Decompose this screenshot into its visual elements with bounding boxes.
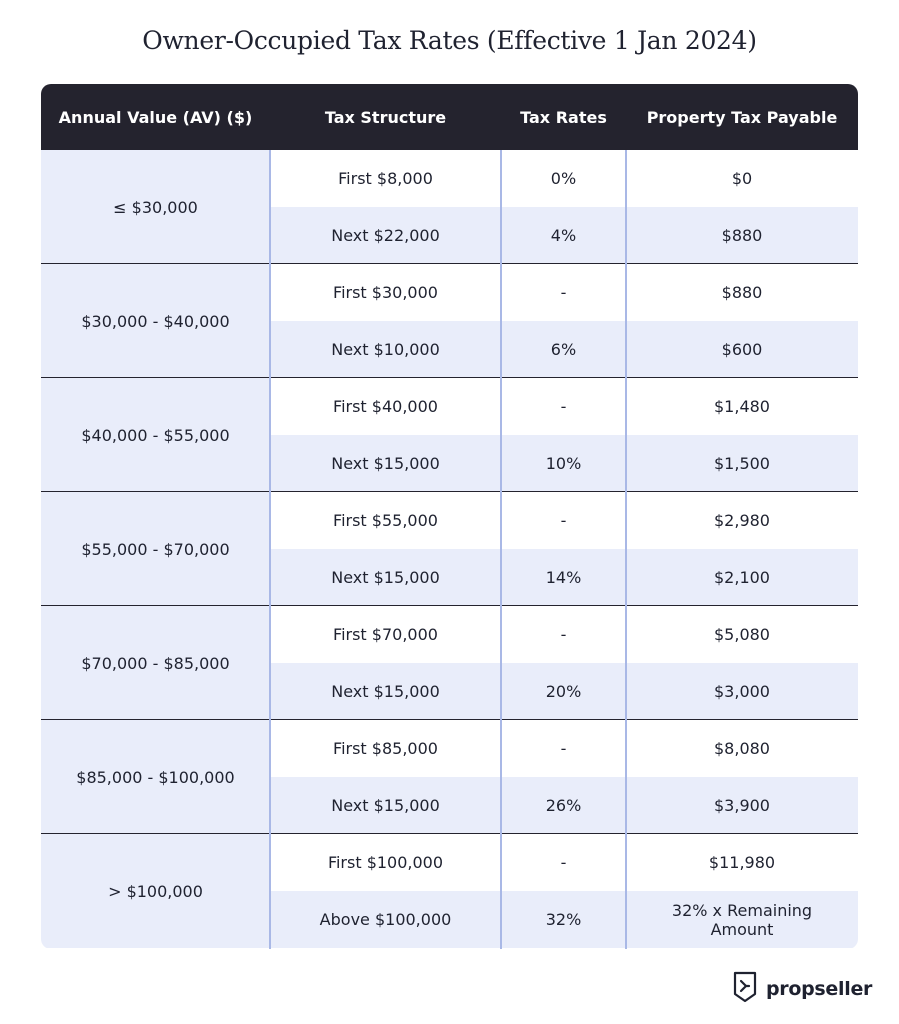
tax-structure-cell: First $70,000	[333, 625, 438, 644]
table-row	[270, 492, 858, 549]
tax-rate-cell: -	[560, 511, 567, 530]
table-group	[41, 492, 858, 606]
tax-rate-cell: 14%	[545, 568, 582, 587]
tax-structure-cell: First $55,000	[333, 511, 438, 530]
column-header-property-tax-payable: Property Tax Payable	[646, 107, 838, 127]
tax-rate-cell: 4%	[550, 226, 577, 245]
tax-structure-cell: First $100,000	[327, 853, 444, 872]
table-row	[270, 321, 858, 378]
propseller-logo-icon	[732, 971, 758, 1007]
table-row	[270, 435, 858, 492]
table-row	[270, 207, 858, 264]
tax-structure-cell: Next $15,000	[331, 682, 440, 701]
tax-rate-cell: -	[560, 739, 567, 758]
annual-value-range: $40,000 - $55,000	[41, 378, 270, 492]
table-row	[270, 891, 858, 948]
property-tax-payable-cell: $3,000	[714, 682, 770, 701]
annual-value-range: $70,000 - $85,000	[41, 606, 270, 720]
property-tax-payable-cell: $3,900	[714, 796, 770, 815]
table-group	[41, 378, 858, 492]
property-tax-payable-cell: $0	[731, 169, 753, 188]
table-row	[270, 264, 858, 321]
tax-structure-cell: Next $15,000	[331, 568, 440, 587]
table-group	[41, 834, 858, 948]
property-tax-payable-cell: $1,500	[714, 454, 770, 473]
tax-structure-cell: First $30,000	[333, 283, 438, 302]
table-group	[41, 264, 858, 378]
property-tax-payable-cell: $8,080	[714, 739, 770, 758]
annual-value-range: $85,000 - $100,000	[41, 720, 270, 834]
column-header-tax-structure: Tax Structure	[324, 107, 447, 127]
table-row	[270, 720, 858, 777]
column-header-tax-rates: Tax Rates	[520, 107, 607, 127]
tax-structure-cell: Next $22,000	[331, 226, 440, 245]
page-title: Owner-Occupied Tax Rates (Effective 1 Jan 2024)	[142, 26, 757, 55]
table-group	[41, 720, 858, 834]
table-row	[270, 777, 858, 834]
tax-structure-cell: Next $15,000	[331, 454, 440, 473]
property-tax-payable-cell: $1,480	[714, 397, 770, 416]
tax-structure-cell: Above $100,000	[319, 910, 452, 929]
property-tax-payable-cell: 32% x Remaining Amount	[671, 900, 813, 939]
tax-rate-cell: -	[560, 397, 567, 416]
tax-rate-cell: -	[560, 625, 567, 644]
tax-rate-cell: -	[560, 283, 567, 302]
tax-rate-cell: 26%	[545, 796, 582, 815]
column-divider	[500, 150, 502, 949]
property-tax-payable-cell: $11,980	[708, 853, 776, 872]
tax-rate-cell: -	[560, 853, 567, 872]
tax-structure-cell: First $8,000	[338, 169, 433, 188]
tax-rate-cell: 0%	[550, 169, 577, 188]
table-header	[41, 84, 858, 150]
tax-structure-cell: First $40,000	[333, 397, 438, 416]
tax-rate-cell: 10%	[545, 454, 582, 473]
table-row	[270, 606, 858, 663]
property-tax-payable-cell: $2,100	[714, 568, 770, 587]
table-row	[270, 549, 858, 606]
property-tax-payable-cell: $880	[721, 283, 763, 302]
annual-value-range: $30,000 - $40,000	[41, 264, 270, 378]
column-divider	[625, 150, 627, 949]
property-tax-payable-cell: $880	[721, 226, 763, 245]
table-group	[41, 606, 858, 720]
brand-logo	[732, 972, 872, 1006]
annual-value-range: > $100,000	[41, 834, 270, 948]
tax-structure-cell: Next $10,000	[331, 340, 440, 359]
tax-structure-cell: First $85,000	[333, 739, 438, 758]
annual-value-range: $55,000 - $70,000	[41, 492, 270, 606]
tax-structure-cell: Next $15,000	[331, 796, 440, 815]
property-tax-payable-cell: $2,980	[714, 511, 770, 530]
tax-rate-cell: 20%	[545, 682, 582, 701]
annual-value-range: ≤ $30,000	[41, 150, 270, 264]
table-row	[270, 834, 858, 891]
brand-name: propseller	[766, 978, 873, 1000]
property-tax-payable-cell: $600	[721, 340, 763, 359]
column-header-annual-value: Annual Value (AV) ($)	[58, 107, 253, 127]
table-row	[270, 663, 858, 720]
property-tax-payable-cell: $5,080	[714, 625, 770, 644]
tax-rates-table	[41, 84, 858, 949]
table-group	[41, 150, 858, 264]
tax-rate-cell: 32%	[545, 910, 582, 929]
tax-rate-cell: 6%	[550, 340, 577, 359]
table-row	[270, 150, 858, 207]
column-divider	[269, 150, 271, 949]
table-row	[270, 378, 858, 435]
